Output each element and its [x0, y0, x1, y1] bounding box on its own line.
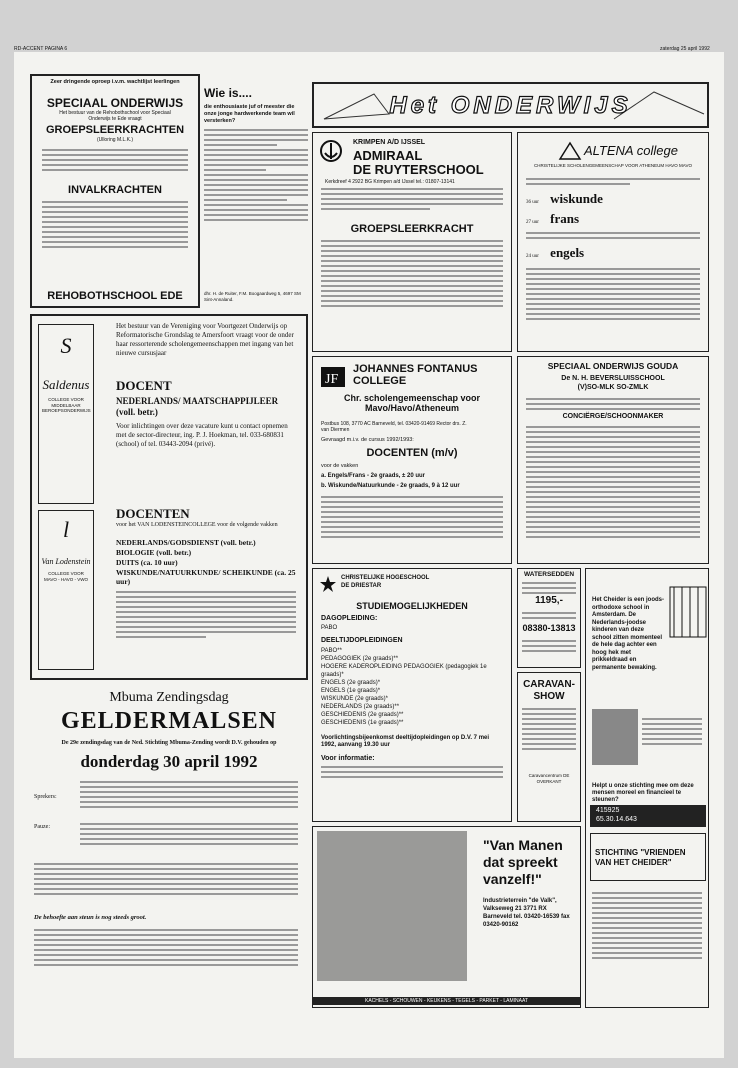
- lodenstein-logo-mark: l: [62, 517, 70, 542]
- mbuma-date: donderdag 30 april 1992: [80, 752, 258, 771]
- cheider-name: STICHTING "VRIENDEN VAN HET CHEIDER": [595, 848, 686, 867]
- cheider-giro: 415925: [596, 807, 620, 814]
- caravan-footer: Caravancentrum DE OVERKANT: [528, 773, 570, 784]
- driestar-title: STUDIEMOGELIJKHEDEN: [356, 601, 468, 611]
- rehoboth-sub-1: Het bestuur van de Rehobothschool voor Speciaal Onderwijs te Ede vraagt: [59, 110, 171, 122]
- fontanus-title-1: JOHANNES FONTANUS: [353, 363, 478, 375]
- driestar-name-1: CHRISTELIJKE HOGESCHOOL: [341, 575, 430, 581]
- saldenus-logo: [38, 324, 94, 504]
- watersedden-price: 1195,-: [535, 595, 563, 606]
- altena-hours: 36 uur: [526, 200, 539, 205]
- cheider-text: Het Cheider is een joods-orthodoxe school in Amsterdam. De Nederlands-joodse kinderen van deze school zitten momenteel de hele dag achter een hoog hek met prikkeldraad en permanente bewaking.: [592, 597, 665, 671]
- mbuma-line: De 29e zendingsdag van de Ned. Stichting Mbuma-Zending wordt D.V. gehouden op: [61, 740, 277, 746]
- page-header-date: zaterdag 25 april 1992: [660, 46, 710, 52]
- lodenstein-logo: [38, 510, 94, 670]
- driestar-info: Voor informatie:: [321, 755, 375, 762]
- page-header-left: RD-ACCENT PAGINA 6: [14, 46, 68, 52]
- mbuma-place: GELDERMALSEN: [60, 708, 278, 734]
- altena-name: ALTENA college: [584, 143, 678, 158]
- gouda-school-1: De N. H. BEVERSLUISSCHOOL: [561, 375, 665, 382]
- fontanus-logo-icon: [319, 363, 347, 391]
- lodenstein-logo-name: Van Lodenstein: [41, 557, 91, 566]
- driestar-item: HOGERE KADEROPLEIDING PEDAGOGIEK (pedagogiek 1e graads)*: [321, 664, 487, 678]
- ruyter-title-2: DE RUYTERSCHOOL: [353, 162, 484, 177]
- lodenstein-subject-2: DUITS (ca. 10 uur): [116, 558, 178, 567]
- altena-hours: 27 uur: [526, 220, 539, 225]
- lodenstein-lead: voor het VAN LODENSTEINCOLLEGE voor de volgende vakken: [116, 522, 278, 528]
- altena-subject-2: [526, 245, 584, 261]
- watersedden-title: WATERSEDDEN: [523, 571, 575, 578]
- mbuma-footer: De behoefte aan steun is nog steeds groot.: [34, 914, 147, 921]
- driestar-item: NEDERLANDS (2e graads)**: [321, 704, 400, 710]
- ad-amersfoort: [30, 314, 308, 680]
- lodenstein-subject-1: BIOLOGIE (voll. betr.): [116, 548, 192, 557]
- ad-ruyterschool: [312, 132, 512, 352]
- saldenus-logo-sub: COLLEGE VOOR MIDDELBAAR BEROEPSONDERWIJS: [42, 397, 91, 413]
- altena-hours: 24 uur: [526, 254, 539, 259]
- ruyter-title-1: ADMIRAAL: [353, 148, 423, 163]
- driestar-item: PEDAGOGIEK (2e graads)**: [321, 656, 399, 662]
- vanmanen-slogan-3: vanzelf!": [483, 871, 542, 887]
- driestar-dag: DAGOPLEIDING:: [321, 615, 378, 622]
- wie-footer: dhr. H. de Ruiter, F.M. Boogaardweg 5, 4697 SM Sint-Annaland.: [204, 291, 301, 302]
- altena-sub: CHRISTELIJKE SCHOLENGEMEENSCHAP VOOR ATHENEUM HAVO MAVO: [534, 163, 692, 168]
- saldenus-logo-mark: S: [60, 333, 72, 358]
- fontanus-subject-a: a. Engels/Frans - 2e graads, ± 20 uur: [321, 473, 425, 479]
- driestar-deeltijd: DEELTIJDOPLEIDINGEN: [321, 637, 403, 644]
- driestar-list: [321, 647, 511, 727]
- ad-fontanus-college: [312, 356, 512, 564]
- driestar-item: GESCHIEDENIS (1e graads)**: [321, 720, 404, 726]
- kitchen-photo: [317, 831, 467, 981]
- saldenus-logo-name: Saldenus: [42, 377, 90, 392]
- coupon: [590, 833, 706, 881]
- fontanus-sub: Chr. scholengemeenschap voor Mavo/Havo/Atheneum: [343, 393, 481, 413]
- ad-altena-college: [517, 132, 709, 352]
- gouda-school-2: (V)SO-MLK SO-ZMLK: [577, 384, 649, 391]
- driestar-item: ENGELS (2e graads)*: [321, 680, 381, 686]
- ruyter-address: Kerkdreef 4 2922 BG Krimpen a/d IJssel tel.: 01807-13141: [325, 179, 455, 185]
- rehoboth-title-2: GROEPSLEERKRACHTEN: [45, 124, 185, 136]
- lodenstein-logo-sub: COLLEGE VOOR MAVO - HAVO - VWO: [43, 571, 89, 582]
- fence-illustration: [668, 579, 708, 645]
- mbuma-speakers-label: Sprekers:: [34, 794, 57, 800]
- fontanus-address: Postbus 108, 3770 AC Barneveld, tel. 03420-91469 Rector drs. Z. van Diermen: [321, 421, 467, 433]
- caravan-title-1: CARAVAN-: [523, 679, 575, 690]
- driestar-item: GESCHIEDENIS (2e graads)**: [321, 712, 404, 718]
- rehoboth-title-1: SPECIAAL ONDERWIJS: [46, 96, 184, 110]
- saldenus-info: Voor inlichtingen over deze vacature kunt u contact opnemen met de sector-directeur, ing. P. J. Hoekman, tel. 033-680831 (school) of tel. 03443-2094 (privé).: [116, 422, 288, 448]
- ad-van-manen: [312, 826, 581, 1008]
- altena-subject: engels: [550, 245, 585, 260]
- fontanus-job: DOCENTEN (m/v): [366, 447, 458, 459]
- fontanus-title-2: COLLEGE: [353, 375, 407, 387]
- driestar-item: WISKUNDE (2e graads)*: [321, 696, 389, 702]
- fontanus-subject-b: b. Wiskunde/Natuurkunde - 2e graads, 9 à 12 uur: [321, 483, 460, 489]
- rehoboth-footer: REHOBOTHSCHOOL EDE: [47, 290, 183, 302]
- driestar-item: PABO**: [321, 648, 342, 654]
- altena-subject-0: [526, 191, 603, 207]
- lodenstein-subject-3: WISKUNDE/NATUURKUNDE/ SCHEIKUNDE (ca. 25 uur): [116, 568, 296, 586]
- ad-wie-is: [204, 82, 308, 308]
- ad-caravan-show: [517, 672, 581, 822]
- vanmanen-address: Industrieterrein "de Valk", Valkseweg 21 3771 RX Barneveld tel. 03420-16539 fax 03420-90162: [483, 898, 570, 928]
- saldenus-subject: NEDERLANDS/ MAATSCHAPPIJLEER (voll. betr.): [116, 396, 279, 417]
- fontanus-vakken: voor de vakken: [321, 463, 359, 469]
- fontanus-cursus: Gevraagd m.i.v. de cursus 1992/1993:: [321, 437, 414, 443]
- driestar-pabo: PABO: [321, 625, 338, 631]
- watersedden-phone: 08380-13813: [522, 623, 576, 633]
- rehoboth-sub-2: (Ulloring M.L.K.): [96, 137, 134, 143]
- ruyter-job: GROEPSLEERKRACHT: [350, 223, 474, 235]
- section-banner: [312, 82, 709, 128]
- ad-rehoboth: [30, 74, 200, 308]
- cheider-quote: Helpt u onze stichting mee om deze mensen moreel en financieel te steunen?: [592, 783, 694, 803]
- lodenstein-job: DOCENTEN: [116, 506, 190, 521]
- mbuma-title: Mbuma Zendingsdag: [109, 690, 229, 705]
- saldenus-job: DOCENT: [116, 378, 172, 393]
- wie-title: Wie is....: [204, 86, 252, 100]
- wie-lead: die enthousiaste juf of meester die onze jonge hardwerkende team wil versterken?: [204, 104, 295, 124]
- caravan-title-2: SHOW: [533, 691, 565, 702]
- altena-subject-1: [526, 211, 579, 227]
- ad-driestar: [312, 568, 512, 822]
- driestar-name-2: DE DRIESTAR: [341, 583, 382, 589]
- ruyter-place: KRIMPEN A/D IJSSEL: [353, 139, 426, 146]
- vanmanen-slogan-2: dat spreekt: [483, 854, 558, 870]
- ad-speciaal-onderwijs-gouda: [517, 356, 709, 564]
- gouda-job: CONCIËRGE/SCHOONMAKER: [562, 413, 664, 420]
- anchor-icon: [319, 139, 343, 163]
- rehoboth-intro: Zeer dringende oproep i.v.m. wachtlijst leerlingen: [50, 79, 180, 85]
- vanmanen-slogan-1: "Van Manen: [483, 837, 563, 853]
- portrait-photo: [592, 709, 638, 765]
- vanmanen-footer: KACHELS - SCHOUWEN - KEUKENS - TEGELS - PARKET - LAMINAAT: [313, 997, 580, 1005]
- cheider-bank: 65.30.14.643: [596, 816, 637, 823]
- ad-cheider: [585, 568, 709, 1008]
- giro-box: [590, 805, 706, 827]
- altena-subject: wiskunde: [550, 191, 603, 206]
- driestar-item: ENGELS (1e graads)*: [321, 688, 381, 694]
- driestar-bijeenkomst: Voorlichtingsbijeenkomst deeltijdopleidingen op D.V. 7 mei 1992, aanvang 19.30 uur: [321, 735, 490, 748]
- rehoboth-title-3: INVALKRACHTEN: [68, 184, 162, 196]
- newspaper-page: [14, 52, 724, 1058]
- ad-mbuma-zendingsdag: [30, 684, 308, 1008]
- star-logo-icon: [319, 575, 337, 593]
- mbuma-pauze-label: Pauze:: [34, 824, 50, 830]
- altena-subject: frans: [550, 211, 580, 226]
- lodenstein-subject-0: NEDERLANDS/GODSDIENST (voll. betr.): [116, 538, 256, 547]
- gouda-title: SPECIAAL ONDERWIJS GOUDA: [547, 361, 679, 371]
- saldenus-intro: Het bestuur van de Vereniging voor Voortgezet Onderwijs op Reformatorische Grondslag te Amersfoort vraagt voor de onder haar ressorterende scholengemeenschappen met ingang van het nieuwe cursusjaar: [116, 322, 294, 357]
- altena-logo-icon: [558, 141, 582, 161]
- svg-text:JF: JF: [325, 372, 339, 387]
- banner-title: Het ONDERWIJS: [389, 92, 632, 119]
- ad-watersedden: [517, 568, 581, 668]
